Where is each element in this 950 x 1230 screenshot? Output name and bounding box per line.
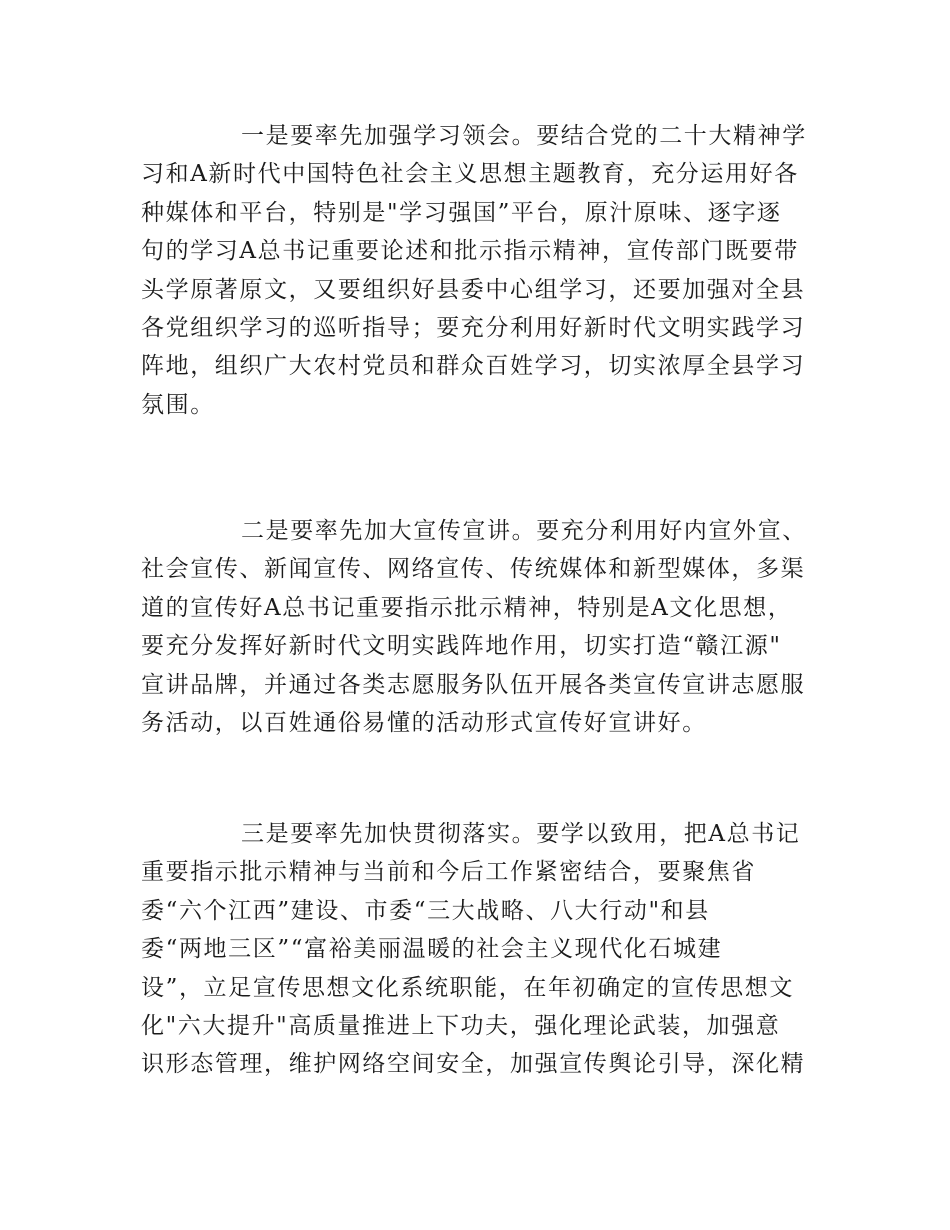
paragraph-line: 头学原著原文，又要组织好县委中心组学习，还要加强对全县 bbox=[141, 276, 806, 303]
paragraph-line: 道的宣传好A总书记重要指示批示精神，特别是A文化思想， bbox=[141, 594, 793, 621]
paragraph-publicity bbox=[141, 512, 821, 742]
paragraph-line: 各党组织学习的巡听指导；要充分利用好新时代文明实践学习 bbox=[141, 314, 806, 341]
paragraph-line: 三是要率先加快贯彻落实。要学以致用，把A总书记 bbox=[241, 821, 801, 847]
paragraph-line: 阵地，组织广大农村党员和群众百姓学习，切实浓厚全县学习 bbox=[141, 353, 806, 380]
paragraph-line: 种媒体和平台，特别是"学习强国”平台，原汁原味、逐字逐 bbox=[141, 199, 782, 226]
paragraph-line: 要充分发挥好新时代文明实践阵地作用，切实打造“赣江源" bbox=[141, 633, 782, 660]
paragraph-line: 二是要率先加大宣传宣讲。要充分利用好内宣外宣、 bbox=[241, 518, 807, 544]
paragraph-line: 化"六大提升"高质量推进上下功夫，强化理论武装，加强意 bbox=[141, 1012, 781, 1039]
paragraph-line: 一是要率先加强学习领会。要结合党的二十大精神学 bbox=[241, 123, 807, 149]
paragraph-line: 识形态管理，维护网络空间安全，加强宣传舆论引导，深化精 bbox=[141, 1051, 806, 1078]
paragraph-line: 设”，立足宣传思想文化系统职能，在年初确定的宣传思想文 bbox=[141, 974, 794, 1001]
paragraph-line: 委“两地三区”“富裕美丽温暖的社会主义现代化石城建 bbox=[141, 936, 723, 963]
paragraph-line: 重要指示批示精神与当前和今后工作紧密结合，要聚焦省 bbox=[141, 859, 756, 886]
paragraph-line: 务活动，以百姓通俗易懂的活动形式宣传好宣讲好。 bbox=[141, 709, 707, 736]
paragraph-line: 氛围。 bbox=[141, 391, 215, 418]
paragraph-line: 宣讲品牌，并通过各类志愿服务队伍开展各类宣传宣讲志愿服 bbox=[141, 671, 806, 698]
paragraph-line: 社会宣传、新闻宣传、网络宣传、传统媒体和新型媒体，多渠 bbox=[141, 556, 806, 583]
paragraph-study bbox=[141, 117, 821, 424]
paragraph-line: 句的学习A总书记重要论述和批示指示精神，宣传部门既要带 bbox=[141, 238, 799, 265]
paragraph-line: 委“六个江西”建设、市委“三大战略、八大行动"和县 bbox=[141, 897, 710, 924]
paragraph-implementation bbox=[141, 815, 821, 1084]
paragraph-line: 习和A新时代中国特色社会主义思想主题教育，充分运用好各 bbox=[141, 161, 799, 188]
